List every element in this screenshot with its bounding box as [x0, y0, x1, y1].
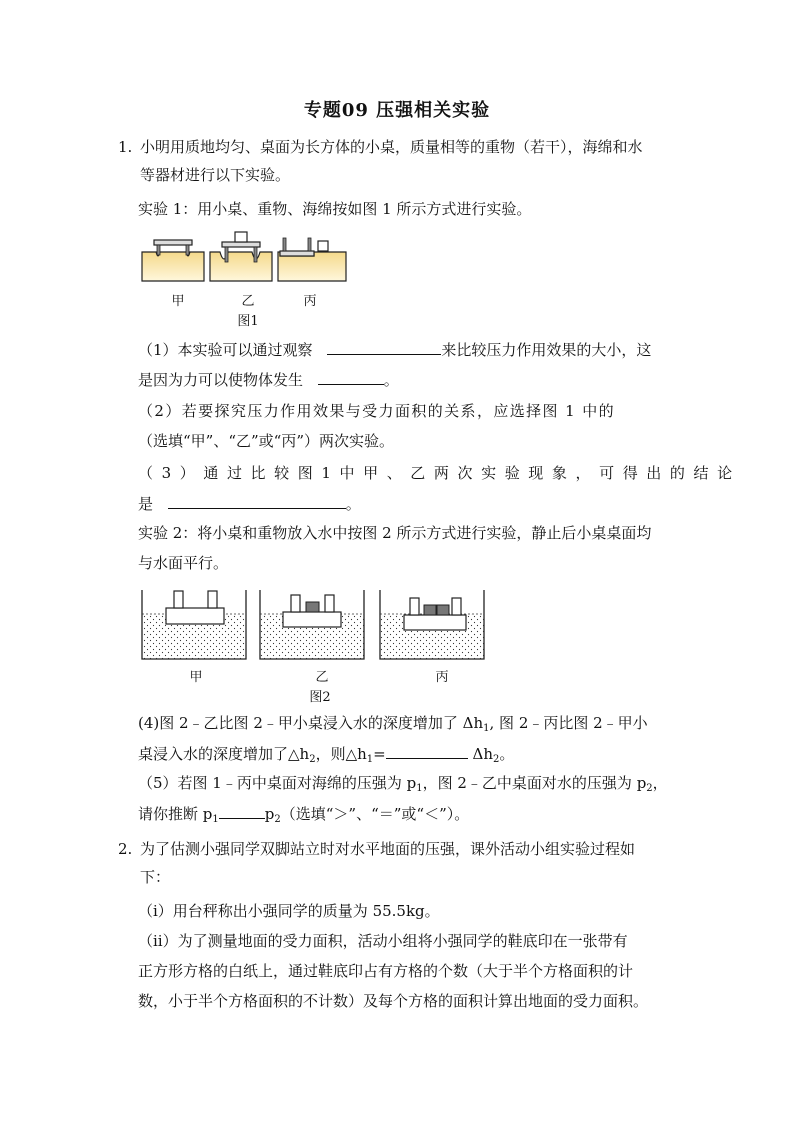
fig2-caption: 图2 — [309, 690, 331, 705]
q1-stem-line2: 等器材进行以下实验。 — [140, 166, 291, 184]
q1-part4-text-d: ，则△h — [315, 745, 367, 763]
q1-part1-line1 — [138, 338, 651, 361]
q1-part1-line2 — [138, 368, 399, 391]
q1-experiment2-line2: 与水面平行。 — [138, 554, 229, 572]
q1-part1-blank1[interactable] — [327, 338, 441, 355]
q1-part4-text-c: 桌浸入水的深度增加了△h — [138, 745, 310, 763]
q1-part5-text-c: ， — [652, 774, 668, 792]
q1-part4-sub-c: 1 — [366, 754, 374, 765]
q2-number: 2. — [118, 840, 133, 858]
q1-part5-sub-c: 1 — [212, 814, 219, 825]
q1-part4-text-f: Δh — [467, 745, 493, 763]
fig2-label-yi: 乙 — [315, 670, 329, 685]
q1-part4-sub-a: 1 — [483, 723, 490, 734]
q2-step-ii-line3: 数，小于半个方格面积的不计数）及每个方格的面积计算出地面的受力面积。 — [138, 992, 649, 1010]
q1-experiment2-line1: 实验 2：将小桌和重物放入水中按图 2 所示方式进行实验，静止后小桌桌面均 — [138, 524, 652, 542]
q1-part4-text-e: = — [373, 745, 386, 763]
q1-part5-text-a: （5）若图 1﹣丙中桌面对海绵的压强为 p — [138, 774, 417, 792]
q1-part4-line1 — [138, 712, 648, 740]
q1-part1-blank2[interactable] — [318, 368, 384, 385]
q1-number: 1. — [118, 138, 133, 156]
q1-part5-sub-a: 1 — [416, 783, 423, 794]
q1-part4-text-b: , 图 2﹣丙比图 2﹣甲小 — [489, 714, 648, 732]
q1-stem-line1: 小明用质地均匀、桌面为长方体的小桌，质量相等的重物（若干），海绵和水 — [140, 138, 643, 156]
q2-step-ii-line1: （ⅱ）为了测量地面的受力面积，活动小组将小强同学的鞋底印在一张带有 — [138, 932, 628, 950]
q1-part5-text-b: ，图 2﹣乙中桌面对水的压强为 p — [422, 774, 647, 792]
fig1-label-yi: 乙 — [241, 294, 255, 309]
q2-stem-line2: 下： — [140, 868, 171, 886]
fig2-label-bing: 丙 — [435, 670, 449, 685]
q1-part4-sub-b: 2 — [309, 754, 316, 765]
q1-part4-line2 — [138, 742, 514, 771]
q2-step-ii-line2: 正方形方格的白纸上，通过鞋底印占有方格的个数（大于半个方格面积的计 — [138, 962, 634, 980]
q1-part5-line1 — [138, 772, 668, 800]
q1-experiment1: 实验 1：用小桌、重物、海绵按如图 1 所示方式进行实验。 — [138, 200, 532, 218]
q2-stem-line1: 为了估测小强同学双脚站立时对水平地面的压强，课外活动小组实验过程如 — [140, 840, 636, 858]
q1-part5-text-f: （选填“＞”、“＝”或“＜”）。 — [280, 805, 470, 823]
q1-part5-blank[interactable] — [219, 802, 265, 819]
q1-part5-sub-b: 2 — [646, 783, 653, 794]
q1-part1-text-b: 来比较压力作用效果的大小，这 — [441, 341, 652, 359]
q1-part3-blank[interactable] — [168, 492, 346, 509]
q1-part3-line1: （3）通过比较图1中甲、乙两次实验现象，可得出的结论 — [138, 464, 741, 482]
q1-part2-line2: （选填“甲”、“乙”或“丙”）两次实验。 — [138, 432, 395, 450]
q1-part5-text-d: 请你推断 p — [138, 805, 213, 823]
q1-part3-text-b: 。 — [345, 495, 361, 513]
q1-part5-text-e: p — [264, 805, 275, 823]
fig1-caption: 图1 — [237, 314, 259, 329]
q1-part4-text-g: 。 — [499, 745, 515, 763]
page-title: 专题09 压强相关实验 — [303, 100, 491, 121]
figure2-diagram — [140, 588, 500, 663]
q1-part4-blank[interactable] — [386, 742, 468, 759]
q1-part2-line1: （2）若要探究压力作用效果与受力面积的关系，应选择图 1 中的 — [138, 402, 616, 420]
q1-part1-text-a: （1）本实验可以通过观察 — [138, 341, 313, 359]
q1-part4-text-a: (4)图 2﹣乙比图 2﹣甲小桌浸入水的深度增加了 Δh — [138, 714, 484, 732]
fig1-label-bing: 丙 — [303, 294, 317, 309]
fig2-label-jia: 甲 — [189, 670, 203, 685]
q2-step-i: （ⅰ）用台秤称出小强同学的质量为 55.5kg。 — [138, 902, 440, 920]
q1-part1-text-c: 是因为力可以使物体发生 — [138, 371, 304, 389]
fig1-label-jia: 甲 — [171, 294, 185, 309]
q1-part5-sub-d: 2 — [274, 814, 281, 825]
q1-part4-sub-d: 2 — [493, 754, 500, 765]
q1-part3-text-a: 是 — [138, 495, 154, 513]
q1-part1-text-d: 。 — [383, 371, 399, 389]
q1-part3-line2 — [138, 492, 361, 515]
q1-part5-line2 — [138, 802, 469, 831]
figure1-diagram — [140, 228, 350, 288]
